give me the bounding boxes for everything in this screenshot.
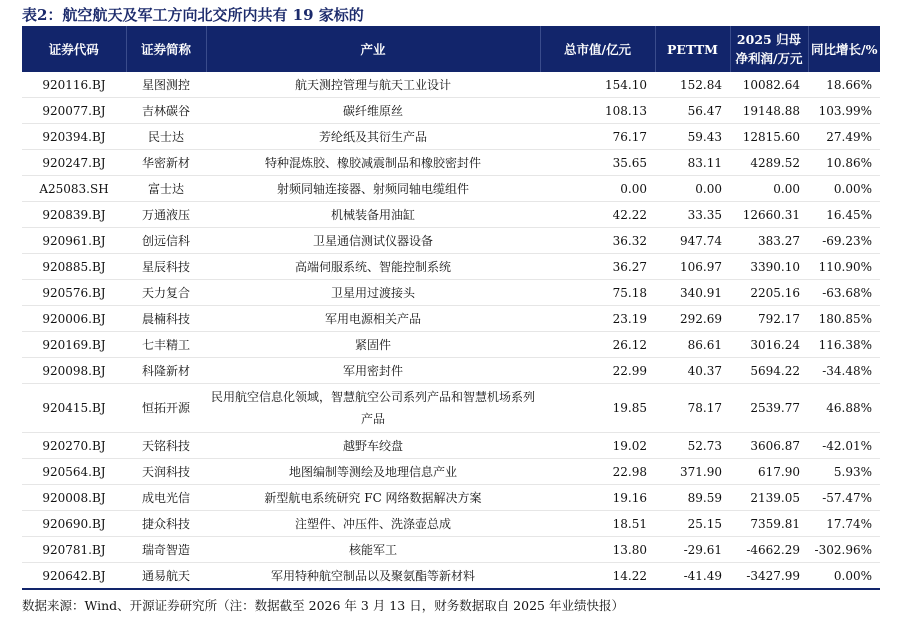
cell-pettm: 947.74	[655, 228, 730, 254]
cell-growth: -302.96%	[808, 537, 880, 563]
table-title: 表2：航空航天及军工方向北交所内共有 19 家标的	[22, 6, 364, 24]
cell-growth: 0.00%	[808, 176, 880, 202]
table-row	[22, 537, 880, 563]
cell-code: 920247.BJ	[22, 150, 126, 176]
cell-name: 科隆新材	[126, 358, 206, 384]
cell-industry: 芳纶纸及其衍生产品	[206, 124, 540, 150]
cell-industry: 军用电源相关产品	[206, 306, 540, 332]
cell-growth: 46.88%	[808, 384, 880, 433]
cell-market-cap: 18.51	[540, 511, 655, 537]
cell-name: 富士达	[126, 176, 206, 202]
cell-net-profit: -3427.99	[730, 563, 808, 590]
table-row	[22, 124, 880, 150]
cell-growth: 0.00%	[808, 563, 880, 590]
cell-growth: -63.68%	[808, 280, 880, 306]
cell-net-profit: 2205.16	[730, 280, 808, 306]
cell-net-profit: 792.17	[730, 306, 808, 332]
cell-pettm: 40.37	[655, 358, 730, 384]
table-row	[22, 254, 880, 280]
cell-growth: -34.48%	[808, 358, 880, 384]
cell-net-profit: 7359.81	[730, 511, 808, 537]
cell-growth: -69.23%	[808, 228, 880, 254]
cell-market-cap: 19.85	[540, 384, 655, 433]
cell-net-profit: 5694.22	[730, 358, 808, 384]
header-growth: 同比增长/%	[808, 26, 880, 72]
cell-name: 天力复合	[126, 280, 206, 306]
cell-pettm: 340.91	[655, 280, 730, 306]
cell-pettm: 59.43	[655, 124, 730, 150]
cell-industry: 射频同轴连接器、射频同轴电缆组件	[206, 176, 540, 202]
cell-name: 晨楠科技	[126, 306, 206, 332]
cell-market-cap: 36.32	[540, 228, 655, 254]
cell-net-profit: 3390.10	[730, 254, 808, 280]
cell-name: 成电光信	[126, 485, 206, 511]
cell-market-cap: 76.17	[540, 124, 655, 150]
cell-market-cap: 108.13	[540, 98, 655, 124]
cell-industry: 注塑件、冲压件、洗涤壶总成	[206, 511, 540, 537]
header-name: 证券简称	[126, 26, 206, 72]
cell-industry: 高端伺服系统、智能控制系统	[206, 254, 540, 280]
cell-code: 920690.BJ	[22, 511, 126, 537]
cell-industry: 军用特种航空制品以及聚氨酯等新材料	[206, 563, 540, 590]
cell-pettm: 371.90	[655, 459, 730, 485]
cell-net-profit: 383.27	[730, 228, 808, 254]
cell-market-cap: 22.99	[540, 358, 655, 384]
table-row	[22, 72, 880, 98]
cell-name: 吉林碳谷	[126, 98, 206, 124]
cell-growth: 10.86%	[808, 150, 880, 176]
cell-code: 920564.BJ	[22, 459, 126, 485]
cell-code: 920169.BJ	[22, 332, 126, 358]
table-row	[22, 202, 880, 228]
table-row	[22, 485, 880, 511]
cell-code: 920077.BJ	[22, 98, 126, 124]
cell-industry: 特种混炼胶、橡胶减震制品和橡胶密封件	[206, 150, 540, 176]
cell-pettm: 86.61	[655, 332, 730, 358]
header-row	[22, 26, 880, 72]
table-row	[22, 306, 880, 332]
cell-code: 920961.BJ	[22, 228, 126, 254]
cell-industry: 机械装备用油缸	[206, 202, 540, 228]
cell-net-profit: 3606.87	[730, 433, 808, 459]
cell-net-profit: 19148.88	[730, 98, 808, 124]
cell-code: 920781.BJ	[22, 537, 126, 563]
table-row	[22, 150, 880, 176]
cell-pettm: 25.15	[655, 511, 730, 537]
cell-growth: 116.38%	[808, 332, 880, 358]
cell-net-profit: 10082.64	[730, 72, 808, 98]
header-code: 证券代码	[22, 26, 126, 72]
cell-pettm: 152.84	[655, 72, 730, 98]
table-row	[22, 358, 880, 384]
cell-growth: 27.49%	[808, 124, 880, 150]
source-note: 数据来源：Wind、开源证券研究所（注：数据截至 2026 年 3 月 13 日，财务数据取自 2025 年业绩快报）	[22, 598, 624, 613]
cell-code: 920576.BJ	[22, 280, 126, 306]
cell-pettm: 83.11	[655, 150, 730, 176]
cell-market-cap: 13.80	[540, 537, 655, 563]
cell-market-cap: 75.18	[540, 280, 655, 306]
cell-name: 恒拓开源	[126, 384, 206, 433]
cell-pettm: 78.17	[655, 384, 730, 433]
cell-name: 华密新材	[126, 150, 206, 176]
cell-market-cap: 23.19	[540, 306, 655, 332]
table-row	[22, 459, 880, 485]
cell-growth: -57.47%	[808, 485, 880, 511]
cell-code: 920642.BJ	[22, 563, 126, 590]
cell-industry: 新型航电系统研究 FC 网络数据解决方案	[206, 485, 540, 511]
header-net-profit: 2025 归母净利润/万元	[730, 26, 808, 72]
cell-growth: 17.74%	[808, 511, 880, 537]
cell-code: 920008.BJ	[22, 485, 126, 511]
cell-market-cap: 26.12	[540, 332, 655, 358]
cell-code: 920839.BJ	[22, 202, 126, 228]
cell-market-cap: 154.10	[540, 72, 655, 98]
cell-pettm: -29.61	[655, 537, 730, 563]
cell-pettm: -41.49	[655, 563, 730, 590]
cell-pettm: 33.35	[655, 202, 730, 228]
cell-name: 捷众科技	[126, 511, 206, 537]
cell-net-profit: 12660.31	[730, 202, 808, 228]
cell-name: 瑞奇智造	[126, 537, 206, 563]
cell-growth: 18.66%	[808, 72, 880, 98]
cell-name: 创远信科	[126, 228, 206, 254]
cell-pettm: 52.73	[655, 433, 730, 459]
cell-name: 星图测控	[126, 72, 206, 98]
cell-code: 920415.BJ	[22, 384, 126, 433]
stock-table	[22, 26, 880, 590]
cell-code: 920270.BJ	[22, 433, 126, 459]
cell-pettm: 56.47	[655, 98, 730, 124]
cell-industry: 核能军工	[206, 537, 540, 563]
cell-market-cap: 19.02	[540, 433, 655, 459]
cell-growth: 103.99%	[808, 98, 880, 124]
table-row	[22, 433, 880, 459]
cell-market-cap: 35.65	[540, 150, 655, 176]
table-row	[22, 228, 880, 254]
cell-name: 天铭科技	[126, 433, 206, 459]
header-market-cap: 总市值/亿元	[540, 26, 655, 72]
cell-name: 七丰精工	[126, 332, 206, 358]
cell-pettm: 89.59	[655, 485, 730, 511]
cell-net-profit: 2139.05	[730, 485, 808, 511]
table-row	[22, 332, 880, 358]
cell-pettm: 292.69	[655, 306, 730, 332]
header-pettm: PETTM	[655, 26, 730, 72]
cell-name: 星辰科技	[126, 254, 206, 280]
cell-code: 920098.BJ	[22, 358, 126, 384]
cell-code: 920885.BJ	[22, 254, 126, 280]
cell-industry: 民用航空信息化领域，智慧航空公司系列产品和智慧机场系列产品	[206, 384, 540, 433]
cell-market-cap: 42.22	[540, 202, 655, 228]
cell-pettm: 0.00	[655, 176, 730, 202]
table-row	[22, 280, 880, 306]
cell-name: 通易航天	[126, 563, 206, 590]
cell-net-profit: 0.00	[730, 176, 808, 202]
table-row	[22, 176, 880, 202]
cell-code: 920006.BJ	[22, 306, 126, 332]
cell-net-profit: 12815.60	[730, 124, 808, 150]
cell-industry: 军用密封件	[206, 358, 540, 384]
cell-pettm: 106.97	[655, 254, 730, 280]
cell-name: 民士达	[126, 124, 206, 150]
cell-industry: 碳纤维原丝	[206, 98, 540, 124]
cell-name: 万通液压	[126, 202, 206, 228]
cell-code: A25083.SH	[22, 176, 126, 202]
cell-net-profit: 3016.24	[730, 332, 808, 358]
cell-code: 920394.BJ	[22, 124, 126, 150]
cell-industry: 越野车绞盘	[206, 433, 540, 459]
cell-market-cap: 14.22	[540, 563, 655, 590]
cell-industry: 地图编制等测绘及地理信息产业	[206, 459, 540, 485]
cell-net-profit: 4289.52	[730, 150, 808, 176]
cell-market-cap: 19.16	[540, 485, 655, 511]
cell-code: 920116.BJ	[22, 72, 126, 98]
cell-growth: 5.93%	[808, 459, 880, 485]
table-row	[22, 511, 880, 537]
cell-growth: -42.01%	[808, 433, 880, 459]
cell-net-profit: 2539.77	[730, 384, 808, 433]
cell-growth: 110.90%	[808, 254, 880, 280]
cell-industry: 卫星用过渡接头	[206, 280, 540, 306]
cell-market-cap: 36.27	[540, 254, 655, 280]
cell-net-profit: -4662.29	[730, 537, 808, 563]
table-body	[22, 72, 880, 589]
table-row	[22, 98, 880, 124]
cell-growth: 16.45%	[808, 202, 880, 228]
cell-industry: 紧固件	[206, 332, 540, 358]
table-row	[22, 563, 880, 590]
cell-growth: 180.85%	[808, 306, 880, 332]
header-industry: 产业	[206, 26, 540, 72]
cell-market-cap: 0.00	[540, 176, 655, 202]
cell-net-profit: 617.90	[730, 459, 808, 485]
cell-industry: 卫星通信测试仪器设备	[206, 228, 540, 254]
cell-industry: 航天测控管理与航天工业设计	[206, 72, 540, 98]
cell-name: 天润科技	[126, 459, 206, 485]
table-row	[22, 384, 880, 433]
cell-market-cap: 22.98	[540, 459, 655, 485]
